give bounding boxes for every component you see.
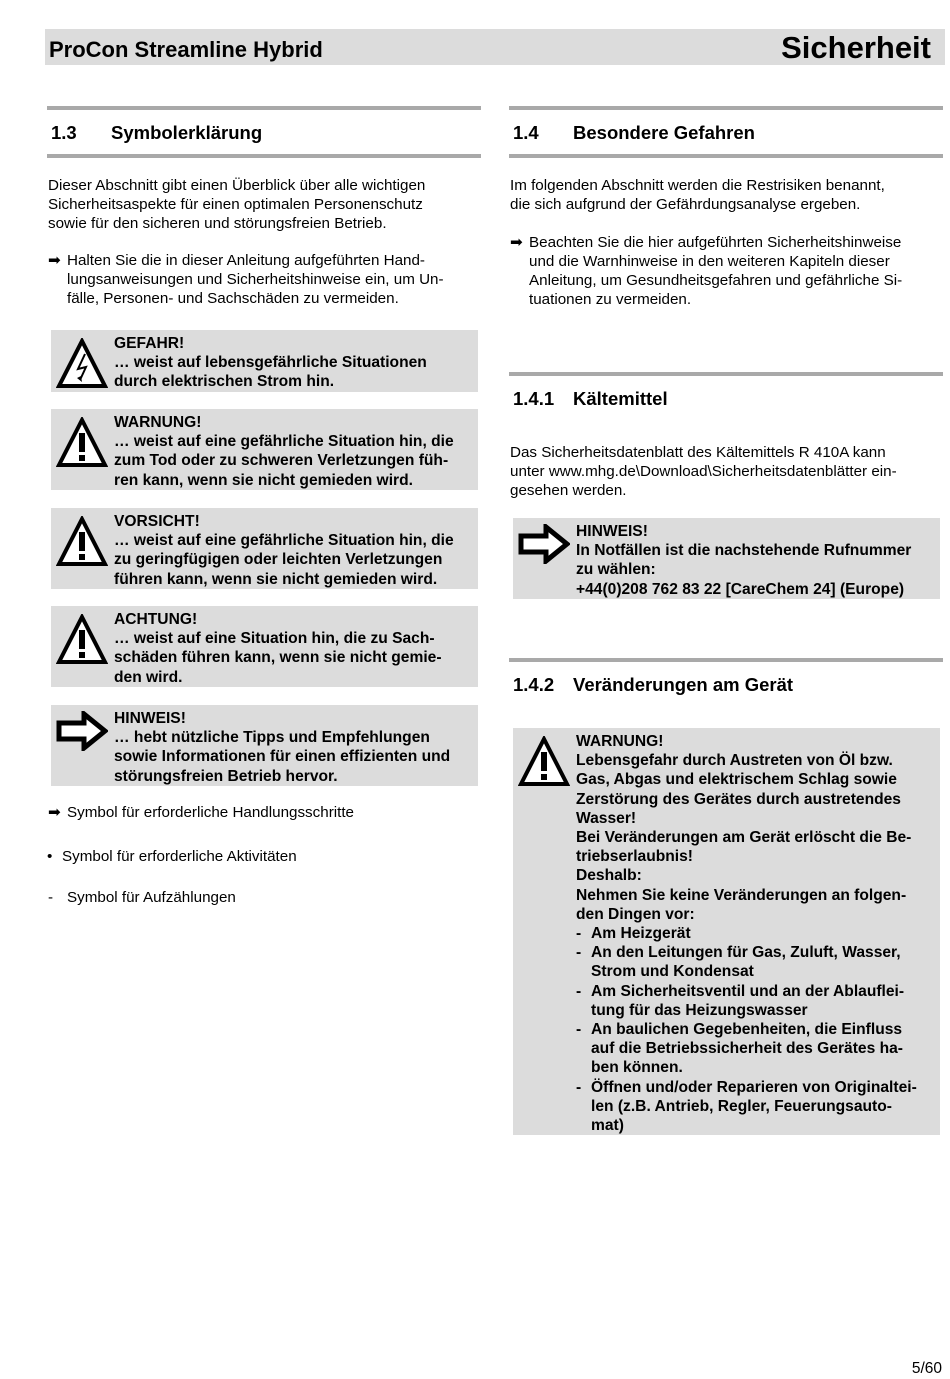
heading-title: Kältemittel [573, 388, 668, 409]
heading-number: 1.4.1 [513, 388, 555, 409]
document-title: ProCon Streamline Hybrid [49, 37, 323, 62]
notice-line: zum Tod oder zu schweren Verletzungen füh- [114, 452, 449, 470]
text-line: die sich aufgrund der Gefährdungsanalyse ergeben. [510, 196, 861, 213]
heading-number: 1.3 [51, 122, 77, 143]
notice-label: GEFAHR! [114, 335, 185, 352]
list-item [576, 943, 938, 981]
text-line: tuationen zu vermeiden. [529, 291, 692, 308]
heading-1-4 [509, 106, 943, 158]
notice-line: führen kann, wenn sie nicht gemieden wird. [114, 570, 438, 588]
text-line: unter www.mhg.de\Download\Sicherheitsdatenblätter ein- [510, 463, 897, 480]
warning-icon [518, 736, 570, 788]
notice-line: In Notfällen ist die nachstehende Rufnummer [576, 542, 912, 560]
notice-line: Wasser! [576, 809, 637, 827]
caution-notice [51, 508, 478, 589]
notice-label: WARNUNG! [576, 733, 664, 750]
electric-hazard-icon [56, 338, 108, 390]
notice-line: … weist auf eine Situation hin, die zu Sach- [114, 630, 435, 648]
list-item [576, 982, 938, 1020]
list-line: An den Leitungen für Gas, Zuluft, Wasser, [591, 944, 901, 962]
dash-icon: - [576, 1078, 582, 1096]
text-line: Sicherheitsaspekte für einen optimalen Personenschutz [48, 196, 423, 213]
list-item [576, 1020, 938, 1078]
notice-line: Deshalb: [576, 867, 642, 885]
list-line: tung für das Heizungswasser [591, 1001, 808, 1019]
legend-text: Symbol für Aufzählungen [67, 889, 236, 906]
list-item [576, 1078, 938, 1136]
warning-icon [56, 516, 108, 568]
list-line: Öffnen und/oder Reparieren von Originaltei- [591, 1078, 917, 1096]
text-line: Halten Sie die in dieser Anleitung aufgeführten Hand- [67, 252, 425, 269]
notice-line: Bei Veränderungen am Gerät erlöscht die Be- [576, 829, 912, 847]
attention-notice [51, 606, 478, 687]
list-line: len (z.B. Antrieb, Regler, Feuerungsauto- [591, 1097, 892, 1115]
list-line: mat) [591, 1117, 624, 1135]
intro-paragraph [48, 176, 425, 233]
notice-line: zu wählen: [576, 561, 656, 579]
heading-title: Veränderungen am Gerät [573, 674, 794, 695]
list-item [576, 924, 938, 943]
notice-label: WARNUNG! [114, 414, 202, 431]
text-line: Im folgenden Abschnitt werden die Restrisiken benannt, [510, 177, 885, 194]
dash-icon: - [576, 925, 582, 943]
heading-1-3 [47, 106, 481, 158]
list-line: auf die Betriebssicherheit des Gerätes ha- [591, 1040, 903, 1058]
legend-text: Symbol für erforderliche Aktivitäten [62, 848, 297, 865]
dash-icon: - [576, 944, 582, 962]
notice-line: zu geringfügigen oder leichten Verletzungen [114, 551, 443, 569]
emergency-phone: +44(0)208 762 83 22 [CareChem 24] (Europe) [576, 580, 905, 598]
notice-line: … weist auf lebensgefährliche Situationen [114, 354, 427, 372]
text-line: gesehen werden. [510, 482, 627, 499]
list-line: Am Sicherheitsventil und an der Ablauflei- [591, 982, 905, 1000]
heading-number: 1.4.2 [513, 674, 555, 695]
notice-line: Gas, Abgas und elektrischem Schlag sowie [576, 771, 897, 789]
dash-icon: - [48, 889, 54, 906]
step-arrow-icon: ➡ [48, 252, 61, 269]
notice-line: triebserlaubnis! [576, 848, 693, 866]
section-title: Sicherheit [781, 30, 931, 65]
notice-line: schäden führen kann, wenn sie nicht gemie- [114, 649, 442, 667]
text-line: und die Warnhinweise in den weiteren Kapiteln dieser [529, 253, 890, 270]
heading-1-4-2 [509, 658, 943, 702]
emergency-hint-notice [513, 518, 940, 599]
notice-line: … weist auf eine gefährliche Situation hin, die [114, 433, 454, 451]
notice-label: ACHTUNG! [114, 611, 198, 628]
intro-paragraph [510, 176, 885, 214]
dash-icon: - [576, 1021, 582, 1039]
notice-line: Nehmen Sie keine Veränderungen an folgen- [576, 886, 907, 904]
notice-line: durch elektrischen Strom hin. [114, 373, 335, 391]
text-line: Dieser Abschnitt gibt einen Überblick über alle wichtigen [48, 177, 426, 194]
notice-line: … weist auf eine gefährliche Situation hin, die [114, 532, 454, 550]
refrigerant-paragraph [510, 443, 897, 500]
modification-warning-notice [513, 728, 940, 1135]
danger-notice [51, 330, 478, 392]
hint-notice [51, 705, 478, 786]
dash-icon: - [576, 982, 582, 1000]
notice-line: sowie Informationen für einen effizienten und [114, 748, 451, 766]
list-line: An baulichen Gegebenheiten, die Einfluss [591, 1021, 903, 1039]
warning-icon [56, 614, 108, 666]
notice-label: HINWEIS! [114, 710, 186, 727]
notice-line: Zerstörung des Gerätes durch austretendes [576, 790, 901, 808]
page-header [45, 29, 945, 65]
arrow-right-icon [518, 524, 570, 564]
notice-line: … hebt nützliche Tipps und Empfehlungen [114, 729, 430, 747]
text-line: Das Sicherheitsdatenblatt des Kältemittels R 410A kann [510, 444, 886, 461]
notice-label: HINWEIS! [576, 523, 648, 540]
list-line: Am Heizgerät [591, 925, 691, 943]
text-line: sowie für den sicheren und störungsfreien Betrieb. [48, 215, 387, 232]
notice-line: ren kann, wenn sie nicht gemieden wird. [114, 471, 413, 489]
warning-icon [56, 417, 108, 469]
arrow-right-icon [56, 711, 108, 751]
text-line: fälle, Personen- und Sachschäden zu vermeiden. [67, 290, 399, 307]
text-line: Anleitung, um Gesundheitsgefahren und gefährliche Si- [529, 272, 903, 289]
list-line: Strom und Kondensat [591, 963, 754, 981]
step-arrow-icon: ➡ [48, 804, 61, 821]
list-line: ben können. [591, 1059, 683, 1077]
heading-title: Symbolerklärung [111, 122, 263, 143]
notice-line: den Dingen vor: [576, 905, 695, 923]
page-number: 5/60 [911, 1360, 942, 1377]
heading-title: Besondere Gefahren [573, 122, 755, 143]
heading-1-4-1 [509, 372, 943, 416]
step-arrow-icon: ➡ [510, 234, 523, 251]
notice-line: Lebensgefahr durch Austreten von Öl bzw. [576, 752, 893, 770]
text-line: lungsanweisungen und Sicherheitshinweise ein, um Un- [67, 271, 444, 288]
text-line: Beachten Sie die hier aufgeführten Sicherheitshinweise [529, 234, 902, 251]
warning-notice [51, 409, 478, 490]
notice-label: VORSICHT! [114, 513, 200, 530]
notice-line: den wird. [114, 668, 183, 686]
bullet-dot-icon: • [47, 848, 53, 865]
heading-number: 1.4 [513, 122, 539, 143]
notice-line: störungsfreien Betrieb hervor. [114, 767, 338, 785]
legend-text: Symbol für erforderliche Handlungsschritte [67, 804, 355, 821]
